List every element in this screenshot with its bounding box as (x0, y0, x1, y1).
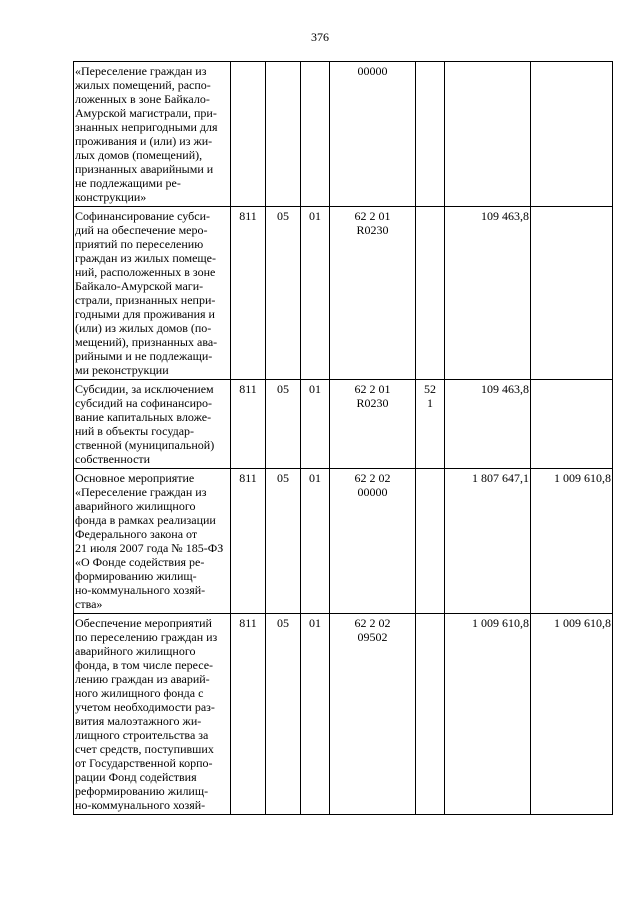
name_lines-line: Амурской магистрали, при- (75, 106, 217, 120)
section-code-cell: 05 (266, 207, 301, 380)
name_lines-line: счет средств, поступивших (75, 742, 214, 756)
amount-1-cell: 109 463,8 (445, 380, 531, 469)
expense-type-cell (416, 614, 445, 815)
row-name-cell (74, 62, 231, 207)
name_lines-line: проживания и (или) из жи- (75, 134, 213, 148)
csr_lines-line: 62 2 01 (354, 209, 391, 223)
name_lines-line: конструкции» (75, 190, 147, 204)
csr_lines-line: 62 2 02 (354, 616, 391, 630)
amount-2-cell: 1 009 610,8 (531, 469, 613, 614)
vr_lines-line: 1 (427, 396, 433, 410)
name_lines-line: фонда в рамках реализации (75, 513, 216, 527)
name_lines-line: (или) из жилых домов (по- (75, 321, 212, 335)
row-name-cell (74, 207, 231, 380)
ministry-code-cell: 811 (231, 469, 266, 614)
name_lines-line: приятий по переселению (75, 237, 204, 251)
table-row (74, 380, 613, 469)
name_lines-line: Субсидии, за исключением (75, 382, 214, 396)
amount-2-cell (531, 62, 613, 207)
amount-1-cell (445, 62, 531, 207)
name_lines-line: Основное мероприятие (75, 471, 195, 485)
section-code-cell (266, 62, 301, 207)
expense-type-cell (416, 380, 445, 469)
table-row (74, 207, 613, 380)
name_lines-line: ми реконструкции (75, 363, 169, 377)
table-body (74, 62, 613, 815)
name_lines-line: годными для проживания и (75, 307, 215, 321)
name_lines-line: лению граждан из аварий- (75, 672, 210, 686)
name_lines-line: аварийного жилищного (75, 499, 196, 513)
csr_lines-line: 00000 (357, 485, 388, 499)
csr_lines-line: 62 2 02 (354, 471, 391, 485)
target-article-cell (330, 614, 416, 815)
csr_lines-line: 00000 (357, 64, 388, 78)
subsection-code-cell: 01 (301, 380, 330, 469)
name_lines-line: лищного строительства за (75, 728, 209, 742)
amount-1-cell: 1 009 610,8 (445, 614, 531, 815)
name_lines-line: не подлежащими ре- (75, 176, 181, 190)
ministry-code-cell: 811 (231, 380, 266, 469)
csr_lines-line: R0230 (356, 223, 389, 237)
name_lines-line: Обеспечение мероприятий (75, 616, 212, 630)
target-article-cell (330, 469, 416, 614)
expense-type-cell (416, 207, 445, 380)
name_lines-line: ний, расположенных в зоне (75, 265, 216, 279)
name_lines-line: реформированию жилищ- (75, 784, 209, 798)
name_lines-line: лых домов (помещений), (75, 148, 203, 162)
name_lines-line: от Государственной корпо- (75, 756, 213, 770)
section-code-cell: 05 (266, 614, 301, 815)
page-number: 376 (311, 30, 329, 44)
name_lines-line: Софинансирование субси- (75, 209, 210, 223)
section-code-cell: 05 (266, 469, 301, 614)
name_lines-line: ственной (муниципальной) (75, 438, 215, 452)
name_lines-line: страли, признанных непри- (75, 293, 216, 307)
ministry-code-cell: 811 (231, 207, 266, 380)
table-row (74, 614, 613, 815)
name_lines-line: собственности (75, 452, 151, 466)
csr_lines-line: R0230 (356, 396, 389, 410)
name_lines-line: признанных аварийными и (75, 162, 214, 176)
csr_lines-line: 62 2 01 (354, 382, 391, 396)
name_lines-line: граждан из жилых помеще- (75, 251, 216, 265)
amount-1-cell: 109 463,8 (445, 207, 531, 380)
target-article-cell (330, 62, 416, 207)
name_lines-line: но-коммунального хозяй- (75, 798, 206, 812)
name_lines-line: ства» (75, 597, 103, 611)
name_lines-line: дий на обеспечение меро- (75, 223, 208, 237)
subsection-code-cell: 01 (301, 469, 330, 614)
row-name-cell (74, 380, 231, 469)
amount-2-cell (531, 207, 613, 380)
target-article-cell (330, 380, 416, 469)
target-article-cell (330, 207, 416, 380)
expense-type-cell (416, 62, 445, 207)
subsection-code-cell: 01 (301, 207, 330, 380)
section-code-cell: 05 (266, 380, 301, 469)
name_lines-line: рийными и не подлежащи- (75, 349, 213, 363)
name_lines-line: фонда, в том числе пересе- (75, 658, 214, 672)
row-name-cell (74, 614, 231, 815)
table-row (74, 469, 613, 614)
name_lines-line: Байкало-Амурской маги- (75, 279, 204, 293)
name_lines-line: знанных непригодными для (75, 120, 218, 134)
name_lines-line: вития малоэтажного жи- (75, 714, 202, 728)
name_lines-line: ний в объекты государ- (75, 424, 195, 438)
ministry-code-cell (231, 62, 266, 207)
amount-2-cell (531, 380, 613, 469)
ministry-code-cell: 811 (231, 614, 266, 815)
expense-type-cell (416, 469, 445, 614)
name_lines-line: «О Фонде содействия ре- (75, 555, 205, 569)
table-row (74, 62, 613, 207)
csr_lines-line: 09502 (357, 630, 388, 644)
amount-2-cell: 1 009 610,8 (531, 614, 613, 815)
budget-table (73, 61, 613, 815)
name_lines-line: но-коммунального хозяй- (75, 583, 206, 597)
name_lines-line: субсидий на софинансиро- (75, 396, 212, 410)
name_lines-line: ложенных в зоне Байкало- (75, 92, 210, 106)
name_lines-line: «Переселение граждан из (75, 64, 207, 78)
name_lines-line: учетом необходимости раз- (75, 700, 215, 714)
name_lines-line: по переселению граждан из (75, 630, 218, 644)
vr_lines-line: 52 (424, 382, 436, 396)
subsection-code-cell: 01 (301, 614, 330, 815)
row-name-cell (74, 469, 231, 614)
name_lines-line: рации Фонд содействия (75, 770, 197, 784)
name_lines-line: мещений), признанных ава- (75, 335, 218, 349)
subsection-code-cell (301, 62, 330, 207)
name_lines-line: ного жилищного фонда с (75, 686, 204, 700)
name_lines-line: «Переселение граждан из (75, 485, 207, 499)
name_lines-line: 21 июля 2007 года № 185-ФЗ (75, 541, 224, 555)
name_lines-line: вание капитальных вложе- (75, 410, 212, 424)
name_lines-line: формированию жилищ- (75, 569, 197, 583)
name_lines-line: аварийного жилищного (75, 644, 196, 658)
name_lines-line: жилых помещений, распо- (75, 78, 211, 92)
amount-1-cell: 1 807 647,1 (445, 469, 531, 614)
name_lines-line: Федерального закона от (75, 527, 198, 541)
